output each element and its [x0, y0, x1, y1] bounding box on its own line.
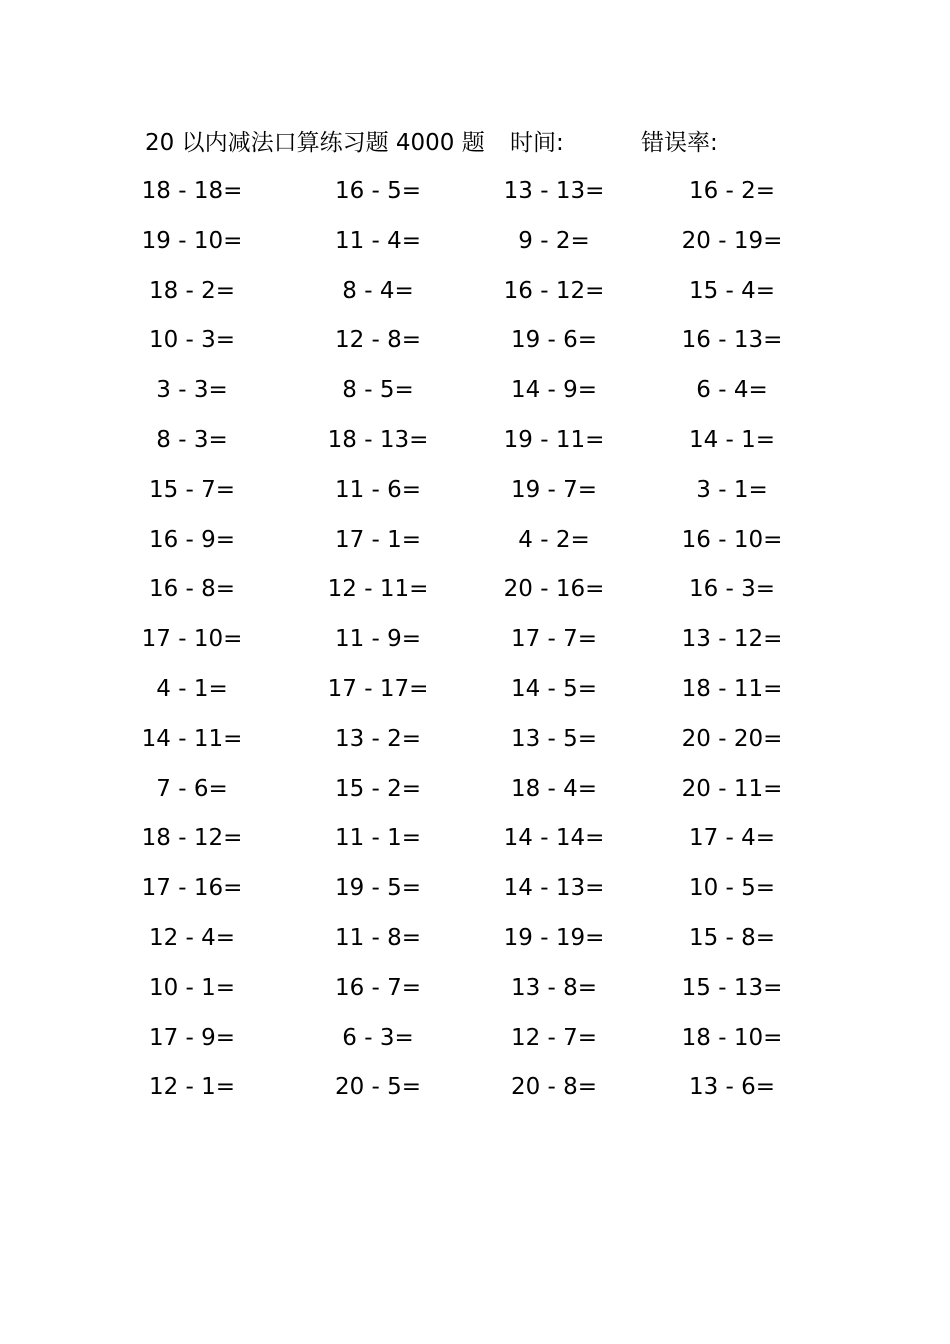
problem-row [0, 820, 950, 870]
problem-cell: 18 - 12= [141, 825, 243, 852]
problem-cell: 12 - 4= [148, 924, 236, 951]
problem-row [0, 372, 950, 422]
problem-cell: 16 - 12= [503, 277, 605, 304]
problem-grid [0, 173, 950, 1119]
problem-cell: 20 - 19= [681, 227, 783, 254]
problem-cell: 20 - 5= [334, 1074, 422, 1101]
problem-cell: 15 - 2= [334, 775, 422, 802]
problem-row [0, 1069, 950, 1119]
problem-row [0, 273, 950, 323]
problem-cell: 17 - 7= [510, 626, 598, 653]
problem-cell: 16 - 3= [688, 576, 776, 603]
problem-cell: 19 - 6= [510, 327, 598, 354]
problem-cell: 3 - 1= [696, 476, 768, 503]
problem-cell: 12 - 1= [148, 1074, 236, 1101]
problem-cell: 10 - 1= [148, 974, 236, 1001]
problem-cell: 20 - 11= [681, 775, 783, 802]
problem-cell: 18 - 18= [141, 178, 243, 204]
problem-cell: 14 - 5= [510, 675, 598, 702]
problem-cell: 10 - 3= [148, 327, 236, 354]
problem-cell: 7 - 6= [156, 775, 228, 802]
problem-cell: 18 - 13= [327, 426, 429, 453]
problem-cell: 11 - 1= [334, 825, 422, 852]
problem-cell: 11 - 4= [334, 227, 422, 254]
worksheet-header [0, 125, 950, 161]
problem-cell: 15 - 8= [688, 924, 776, 951]
problem-row [0, 771, 950, 821]
problem-cell: 16 - 8= [148, 576, 236, 603]
problem-cell: 17 - 4= [688, 825, 776, 852]
problem-cell: 20 - 20= [681, 725, 783, 752]
problem-row [0, 621, 950, 671]
problem-cell: 18 - 4= [510, 775, 598, 802]
problem-cell: 16 - 5= [334, 178, 422, 204]
problem-cell: 14 - 13= [503, 875, 605, 902]
problem-cell: 14 - 11= [141, 725, 243, 752]
problem-cell: 11 - 6= [334, 476, 422, 503]
problem-cell: 13 - 12= [681, 626, 783, 653]
problem-cell: 17 - 9= [148, 1024, 236, 1051]
problem-cell: 8 - 3= [156, 426, 228, 453]
problem-cell: 13 - 8= [510, 974, 598, 1001]
problem-cell: 16 - 7= [334, 974, 422, 1001]
worksheet-title: 20 以内减法口算练习题 4000 题 [145, 130, 485, 156]
problem-cell: 8 - 4= [342, 277, 414, 304]
problem-row [0, 472, 950, 522]
problem-row [0, 920, 950, 970]
problem-cell: 13 - 5= [510, 725, 598, 752]
problem-row [0, 571, 950, 621]
problem-cell: 17 - 17= [327, 675, 429, 702]
problem-cell: 11 - 8= [334, 924, 422, 951]
problem-cell: 13 - 6= [688, 1074, 776, 1101]
problem-row [0, 422, 950, 472]
problem-cell: 13 - 13= [503, 178, 605, 204]
problem-cell: 14 - 9= [510, 377, 598, 404]
problem-cell: 13 - 2= [334, 725, 422, 752]
problem-row [0, 223, 950, 273]
problem-cell: 19 - 11= [503, 426, 605, 453]
problem-cell: 15 - 13= [681, 974, 783, 1001]
problem-cell: 3 - 3= [156, 377, 228, 404]
problem-cell: 12 - 8= [334, 327, 422, 354]
problem-cell: 18 - 11= [681, 675, 783, 702]
problem-cell: 6 - 4= [696, 377, 768, 404]
problem-cell: 14 - 14= [503, 825, 605, 852]
time-label: 时间: [510, 130, 564, 156]
problem-cell: 20 - 8= [510, 1074, 598, 1101]
problem-row [0, 322, 950, 372]
problem-cell: 16 - 10= [681, 526, 783, 553]
problem-row [0, 173, 950, 223]
problem-cell: 19 - 5= [334, 875, 422, 902]
problem-cell: 9 - 2= [518, 227, 590, 254]
problem-cell: 18 - 10= [681, 1024, 783, 1051]
problem-row [0, 870, 950, 920]
problem-cell: 17 - 1= [334, 526, 422, 553]
problem-cell: 12 - 11= [327, 576, 429, 603]
problem-cell: 4 - 1= [156, 675, 228, 702]
problem-row [0, 522, 950, 572]
problem-cell: 19 - 7= [510, 476, 598, 503]
problem-row [0, 721, 950, 771]
problem-cell: 19 - 10= [141, 227, 243, 254]
problem-row [0, 1020, 950, 1070]
error-rate-label: 错误率: [641, 130, 718, 156]
problem-cell: 16 - 13= [681, 327, 783, 354]
problem-cell: 19 - 19= [503, 924, 605, 951]
problem-row [0, 671, 950, 721]
problem-cell: 14 - 1= [688, 426, 776, 453]
problem-cell: 15 - 4= [688, 277, 776, 304]
problem-cell: 11 - 9= [334, 626, 422, 653]
problem-cell: 4 - 2= [518, 526, 590, 553]
problem-cell: 16 - 9= [148, 526, 236, 553]
problem-row [0, 970, 950, 1020]
problem-cell: 12 - 7= [510, 1024, 598, 1051]
problem-cell: 20 - 16= [503, 576, 605, 603]
problem-cell: 18 - 2= [148, 277, 236, 304]
problem-cell: 8 - 5= [342, 377, 414, 404]
problem-cell: 6 - 3= [342, 1024, 414, 1051]
problem-cell: 15 - 7= [148, 476, 236, 503]
problem-cell: 17 - 10= [141, 626, 243, 653]
problem-cell: 17 - 16= [141, 875, 243, 902]
problem-cell: 16 - 2= [688, 178, 776, 204]
problem-cell: 10 - 5= [688, 875, 776, 902]
